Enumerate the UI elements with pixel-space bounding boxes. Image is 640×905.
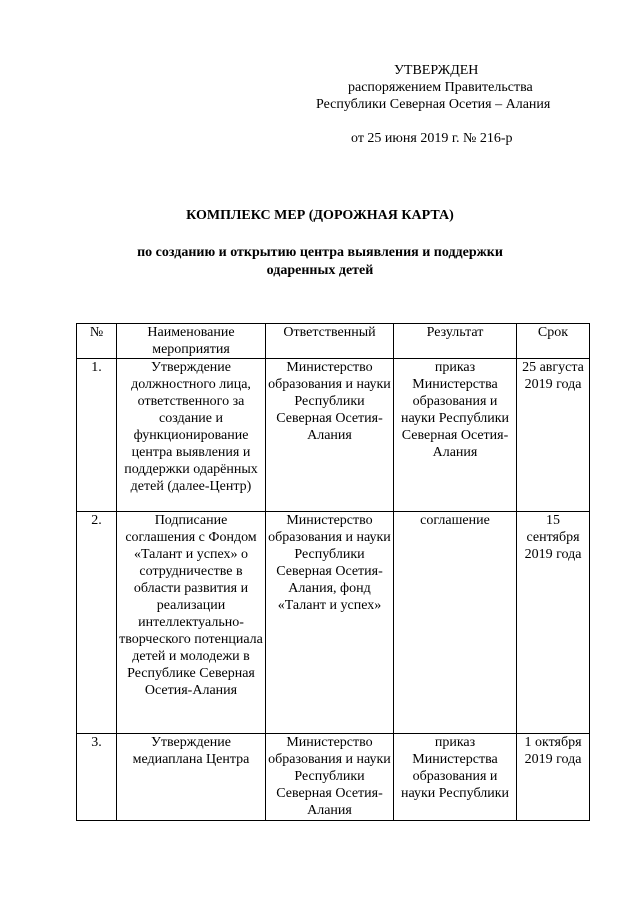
row-term: 25 августа 2019 года: [517, 359, 590, 512]
row-number: 2.: [77, 512, 117, 734]
row-activity-name: Утверждение должностного лица, ответственного за создание и функционирование центра выявления и поддержки одарённых детей (далее-Центр): [117, 359, 266, 512]
header-activity-name: Наименование мероприятия: [117, 324, 266, 359]
row-term: 15 сентября 2019 года: [517, 512, 590, 734]
roadmap-table: [76, 323, 590, 821]
row-activity-name: Подписание соглашения с Фондом «Талант и успех» о сотрудничестве в области развития и реализации интеллектуально-творческого потенциала детей и молодежи в Республике Северная Осетия-Алания: [117, 512, 266, 734]
document-title: КОМПЛЕКС МЕР (ДОРОЖНАЯ КАРТА): [186, 208, 454, 223]
header-result: Результат: [394, 324, 517, 359]
approval-republic: Республики Северная Осетия – Алания: [316, 97, 551, 112]
header-responsible: Ответственный: [266, 324, 394, 359]
row-activity-name: Утверждение медиаплана Центра: [117, 734, 266, 821]
row-result: соглашение: [394, 512, 517, 734]
header-term: Срок: [517, 324, 590, 359]
approval-issuer: распоряжением Правительства: [348, 80, 533, 95]
row-term: 1 октября 2019 года: [517, 734, 590, 821]
document-subtitle-line1: по созданию и открытию центра выявления и поддержки: [137, 245, 503, 260]
row-number: 1.: [77, 359, 117, 512]
row-responsible: Министерство образования и науки Республики Северная Осетия-Алания, фонд «Талант и успех»: [266, 512, 394, 734]
row-number: 3.: [77, 734, 117, 821]
table-row: [77, 359, 590, 512]
row-result: приказ Министерства образования и науки Республики Северная Осетия-Алания: [394, 359, 517, 512]
table-header-row: [77, 324, 590, 359]
header-number: №: [77, 324, 117, 359]
document-subtitle-line2: одаренных детей: [266, 263, 374, 278]
row-result: приказ Министерства образования и науки Республики: [394, 734, 517, 821]
table-row: [77, 512, 590, 734]
approval-heading: УТВЕРЖДЕН: [394, 63, 479, 78]
row-responsible: Министерство образования и науки Республики Северная Осетия-Алания: [266, 359, 394, 512]
approval-date-number: от 25 июня 2019 г. № 216-р: [351, 131, 513, 146]
table-row: [77, 734, 590, 821]
row-responsible: Министерство образования и науки Республики Северная Осетия-Алания: [266, 734, 394, 821]
